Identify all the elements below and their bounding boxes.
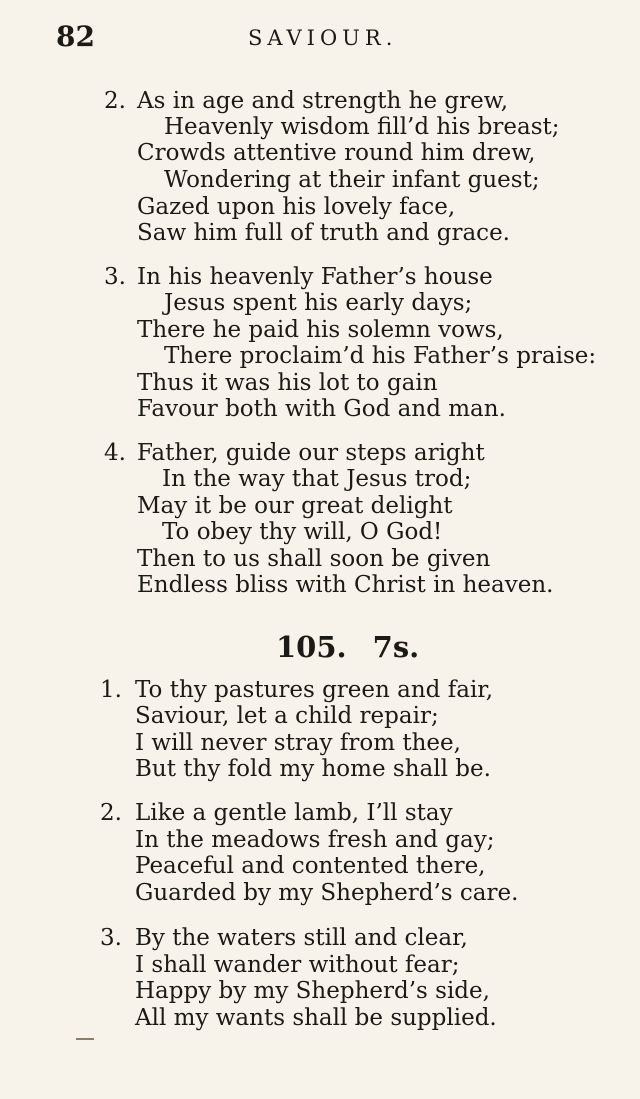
verse-line: All my wants shall be supplied. — [135, 1005, 497, 1031]
verse-line: I will never stray from thee, — [135, 730, 461, 756]
verse-line: Heavenly wisdom fill’d his breast; — [164, 114, 560, 140]
stanza-number: 2. — [104, 88, 126, 114]
page-smudge — [76, 1038, 94, 1040]
verse-line: To obey thy will, O God! — [162, 519, 443, 545]
verse-line: But thy fold my home shall be. — [135, 756, 491, 782]
stanza-number: 1. — [100, 677, 122, 703]
verse-line: May it be our great delight — [137, 493, 453, 519]
stanza-number: 3. — [100, 925, 122, 951]
verse-line: In the meadows fresh and gay; — [135, 827, 495, 853]
verse-line: There proclaim’d his Father’s praise: — [164, 343, 597, 369]
hymn-number: 105. — [276, 630, 347, 664]
verse-line: Wondering at their infant guest; — [164, 167, 540, 193]
verse-line: Father, guide our steps aright — [137, 440, 485, 466]
verse-line: There he paid his solemn vows, — [137, 317, 504, 343]
verse-line: Gazed upon his lovely face, — [137, 194, 456, 220]
page-number: 82 — [56, 20, 95, 53]
verse-line: Peaceful and contented there, — [135, 853, 486, 879]
verse-line: Guarded by my Shepherd’s care. — [135, 880, 519, 906]
verse-line: Favour both with God and man. — [137, 396, 506, 422]
verse-line: Endless bliss with Christ in heaven. — [137, 572, 554, 598]
verse-line: Saw him full of truth and grace. — [137, 220, 510, 246]
verse-line: As in age and strength he grew, — [137, 88, 509, 114]
verse-line: Jesus spent his early days; — [164, 290, 473, 316]
verse-line: I shall wander without fear; — [135, 952, 460, 978]
hymn-heading — [276, 630, 419, 664]
verse-line: By the waters still and clear, — [135, 925, 468, 951]
running-title: SAVIOUR. — [248, 26, 398, 50]
verse-line: To thy pastures green and fair, — [135, 677, 494, 703]
stanza-number: 2. — [100, 800, 122, 826]
verse-line: Then to us shall soon be given — [137, 546, 491, 572]
verse-line: In his heavenly Father’s house — [137, 264, 493, 290]
verse-line: Crowds attentive round him drew, — [137, 140, 536, 166]
stanza-number: 4. — [104, 440, 126, 466]
verse-line: Like a gentle lamb, I’ll stay — [135, 800, 453, 826]
stanza-number: 3. — [104, 264, 126, 290]
verse-line: Happy by my Shepherd’s side, — [135, 978, 490, 1004]
verse-line: Saviour, let a child repair; — [135, 703, 439, 729]
verse-line: In the way that Jesus trod; — [162, 466, 472, 492]
verse-line: Thus it was his lot to gain — [137, 370, 438, 396]
hymn-meter: 7s. — [372, 630, 420, 664]
